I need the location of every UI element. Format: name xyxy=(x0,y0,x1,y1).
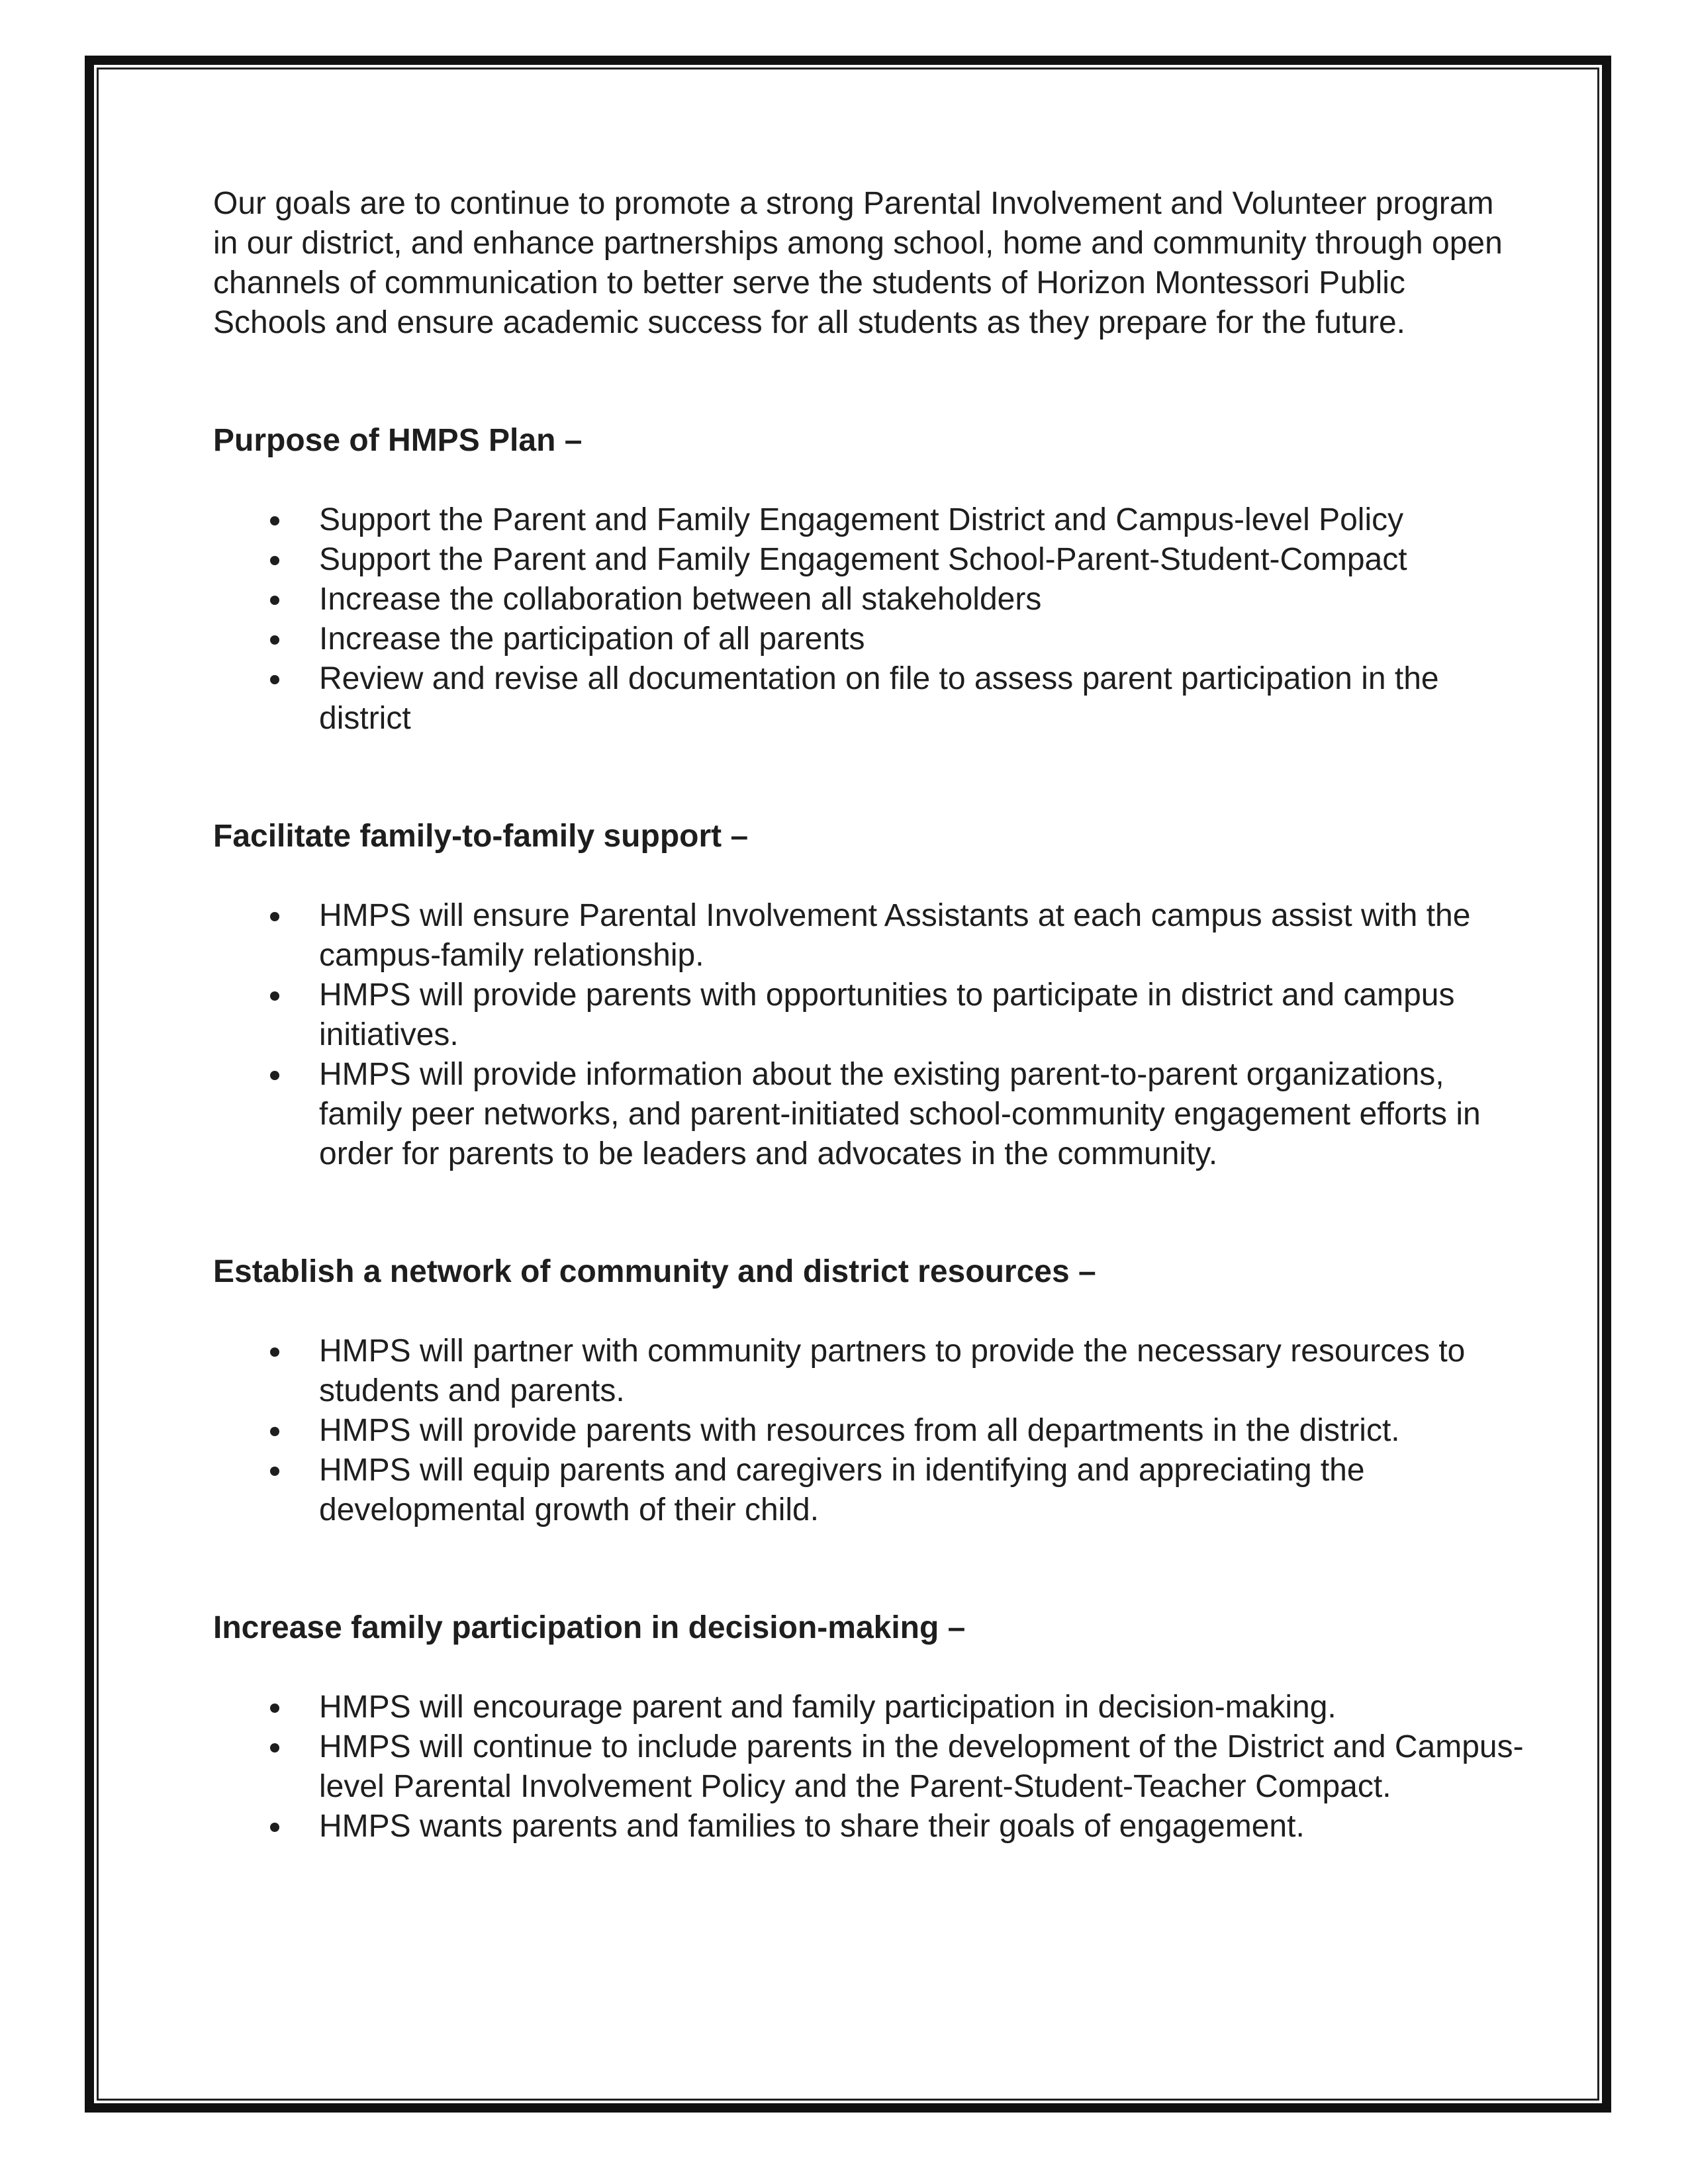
list-item: HMPS will partner with community partners to provide the necessary resources to students and parents. xyxy=(213,1332,1524,1411)
document-body xyxy=(213,184,1524,1846)
list-item: Increase the collaboration between all stakeholders xyxy=(213,580,1524,619)
bullet-icon xyxy=(270,1071,279,1080)
bullet-list xyxy=(213,1688,1524,1846)
bullet-icon xyxy=(270,912,279,921)
bullet-icon xyxy=(270,1743,279,1752)
section-decision-making xyxy=(213,1608,1524,1846)
list-item: HMPS will provide information about the existing parent-to-parent organizations, family peer networks, and parent-initiated school-community engagement efforts in order for parents to be leaders and advocates in the community. xyxy=(213,1055,1524,1174)
section-heading: Facilitate family-to-family support – xyxy=(213,819,749,854)
bullet-icon xyxy=(270,991,279,1001)
intro-paragraph: Our goals are to continue to promote a strong Parental Involvement and Volunteer program in our district, and enhance partnerships among school, home and community through open channels of communication to better serve the students of Horizon Montessori Public Schools and ensure academic success for all students as they prepare for the future. xyxy=(213,186,1503,340)
bullet-list xyxy=(213,896,1524,1174)
bullet-list xyxy=(213,1332,1524,1530)
list-item: HMPS will provide parents with opportunities to participate in district and campus initiatives. xyxy=(213,976,1524,1055)
list-item: Support the Parent and Family Engagement District and Campus-level Policy xyxy=(213,500,1524,540)
list-item: HMPS will provide parents with resources from all departments in the district. xyxy=(213,1411,1524,1451)
bullet-icon xyxy=(270,675,279,684)
section-heading: Increase family participation in decision-making – xyxy=(213,1610,966,1645)
bullet-icon xyxy=(270,556,279,565)
list-item: Review and revise all documentation on file to assess parent participation in the district xyxy=(213,659,1524,739)
bullet-icon xyxy=(270,1467,279,1476)
bullet-icon xyxy=(270,596,279,605)
section-heading: Establish a network of community and district resources – xyxy=(213,1254,1096,1289)
bullet-icon xyxy=(270,516,279,525)
section-purpose xyxy=(213,421,1524,739)
list-item: Support the Parent and Family Engagement School-Parent-Student-Compact xyxy=(213,540,1524,580)
list-item: Increase the participation of all parents xyxy=(213,619,1524,659)
section-family-support xyxy=(213,817,1524,1174)
list-item: HMPS will equip parents and caregivers in identifying and appreciating the developmental growth of their child. xyxy=(213,1451,1524,1530)
bullet-icon xyxy=(270,635,279,645)
bullet-icon xyxy=(270,1347,279,1357)
section-resources xyxy=(213,1252,1524,1530)
bullet-list xyxy=(213,500,1524,739)
bullet-icon xyxy=(270,1823,279,1832)
list-item: HMPS will ensure Parental Involvement Assistants at each campus assist with the campus-family relationship. xyxy=(213,896,1524,976)
section-heading: Purpose of HMPS Plan – xyxy=(213,423,583,458)
list-item: HMPS will encourage parent and family participation in decision-making. xyxy=(213,1688,1524,1727)
bullet-icon xyxy=(270,1427,279,1436)
list-item: HMPS wants parents and families to share their goals of engagement. xyxy=(213,1807,1524,1846)
bullet-icon xyxy=(270,1704,279,1713)
list-item: HMPS will continue to include parents in the development of the District and Campus-level Parental Involvement Policy and the Parent-Student-Teacher Compact. xyxy=(213,1727,1524,1807)
